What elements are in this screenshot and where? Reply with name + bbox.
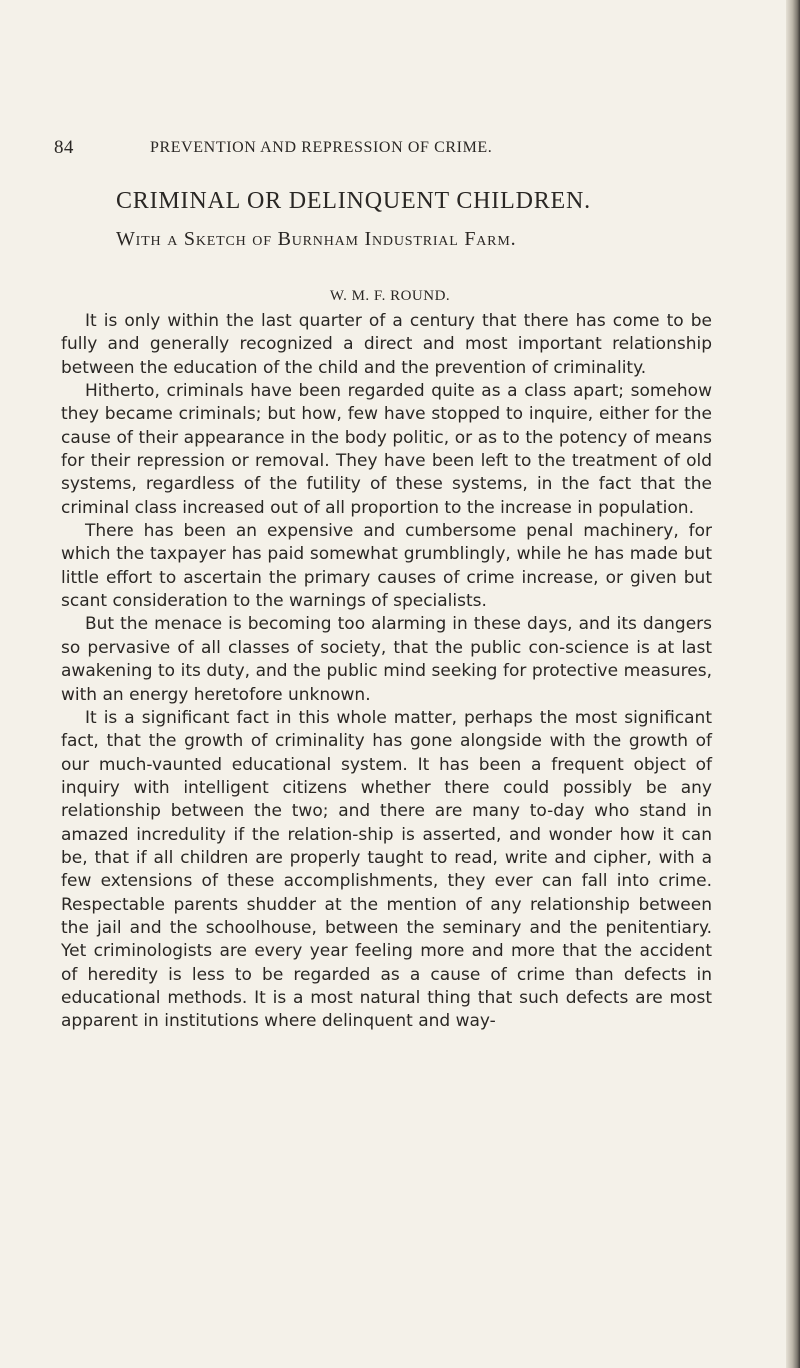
article-title: CRIMINAL OR DELINQUENT CHILDREN. [116, 188, 591, 214]
article-subtitle: With a Sketch of Burnham Industrial Farm. [116, 228, 517, 250]
paragraph: There has been an expensive and cumbersome penal machinery, for which the taxpayer has paid somewhat grumblingly, while he has made but little effort to ascertain the primary causes of crime increase, or given but scant consideration to the warnings of specialists. [61, 521, 712, 612]
page-number: 84 [54, 137, 74, 158]
body-text [61, 310, 712, 1034]
running-head [54, 137, 754, 161]
paragraph: It is a significant fact in this whole matter, perhaps the most significant fact, that the growth of criminality has gone alongside with the growth of our much-vaunted educational system. It has been a frequent object of inquiry with intelligent citizens whether there could possibly be any relationship between the two; and there are many to-day who stand in amazed incredulity if the relation-ship is asserted, and wonder how it can be, that if all children are properly taught to read, write and cipher, with a few extensions of these accomplishments, they ever can fall into crime. Respectable parents shudder at the mention of any relationship between the jail and the schoolhouse, between the seminary and the penitentiary. Yet criminologists are every year feeling more and more that the accident of heredity is less to be regarded as a cause of crime than defects in educational methods. It is a most natural thing that such defects are most apparent in institutions where delinquent and way- [61, 707, 712, 1032]
paragraph: Hitherto, criminals have been regarded quite as a class apart; somehow they became criminals; but how, few have stopped to inquire, either for the cause of their appearance in the body politic, or as to the potency of means for their repression or removal. They have been left to the treatment of old systems, regardless of the futility of these systems, in the fact that the criminal class increased out of all proportion to the increase in population. [61, 381, 712, 518]
paragraph: But the menace is becoming too alarming in these days, and its dangers so pervasive of all classes of society, that the public con-science is at last awakening to its duty, and the public mind seeking for protective measures, with an energy heretofore unknown. [61, 614, 712, 705]
page-edge-shadow [786, 0, 800, 1368]
author-name: W. M. F. ROUND. [329, 288, 451, 304]
paragraph: It is only within the last quarter of a century that there has come to be fully and generally recognized a direct and most important relationship between the education of the child and the prevention of criminality. [61, 311, 712, 378]
running-title: PREVENTION AND REPRESSION OF CRIME. [150, 139, 493, 156]
